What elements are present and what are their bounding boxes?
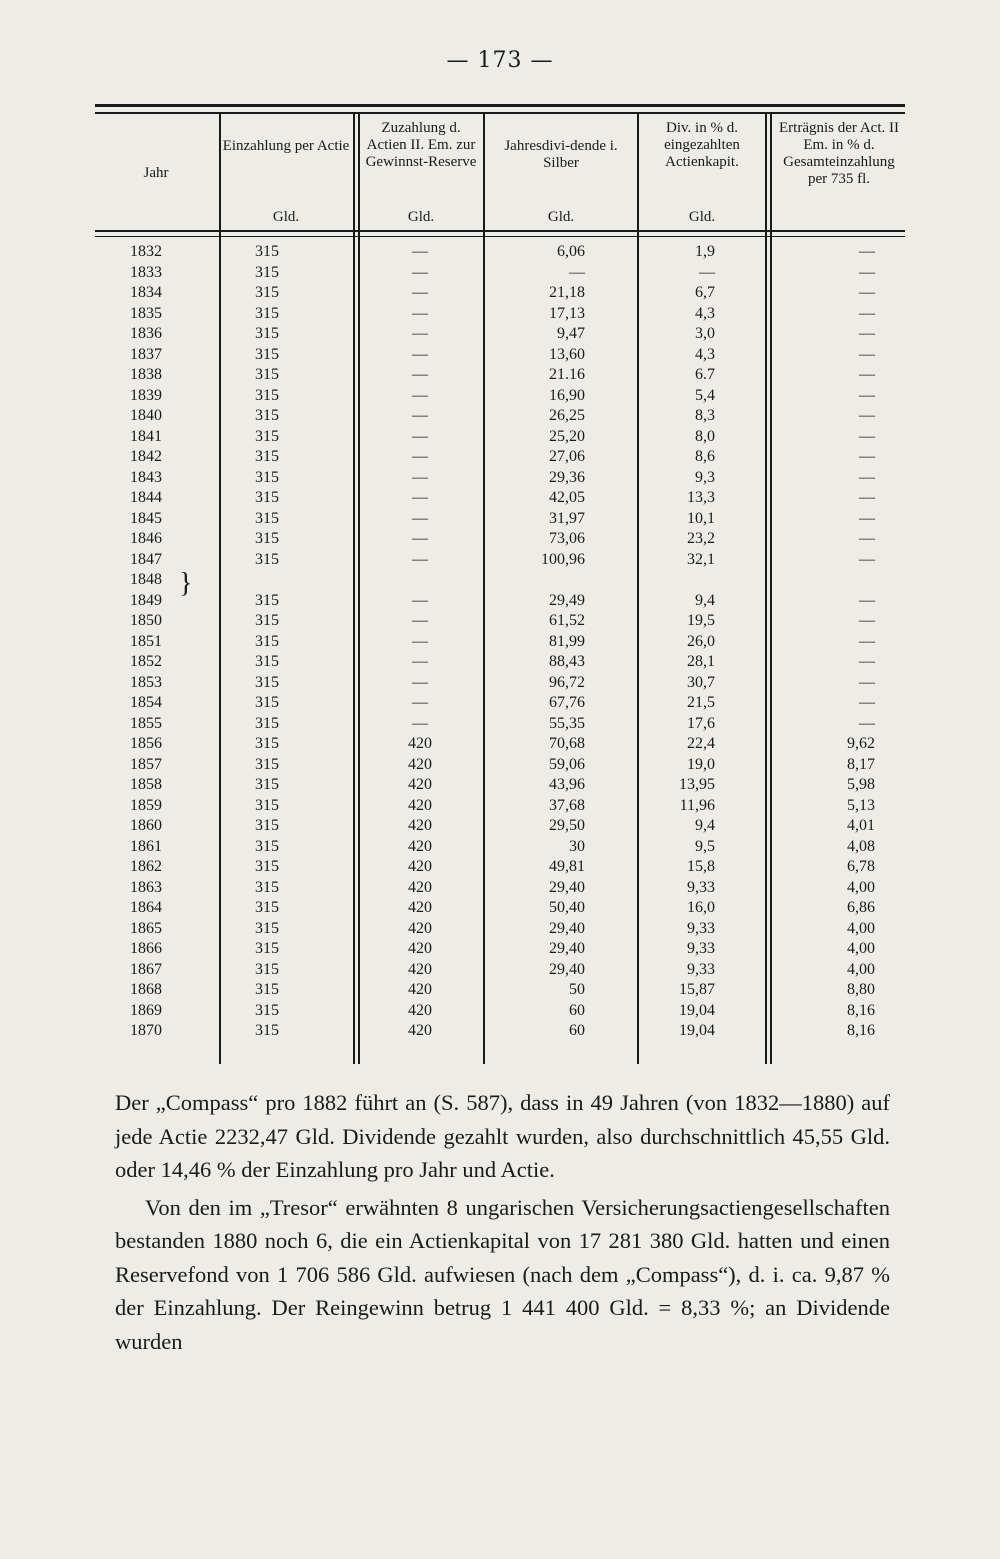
cell-div: 50 (569, 981, 585, 998)
cell-zu: 420 (408, 878, 432, 896)
cell-pct: 8,3 (695, 407, 715, 424)
cell-ein: 315 (255, 427, 279, 445)
header-jahresdividende: Jahresdivi-dende i. Silber Gld. (504, 138, 618, 225)
cell-ert: — (859, 612, 875, 629)
table-row (95, 345, 905, 366)
table-top-rule-thin (95, 112, 905, 114)
table-row (95, 652, 905, 673)
cell-year: 1854 (130, 694, 162, 711)
cell-year: 1865 (130, 919, 162, 937)
cell-pct: 28,1 (687, 653, 715, 670)
cell-pct: 30,7 (687, 673, 715, 691)
cell-pct: 10,1 (687, 509, 715, 527)
cell-ein: 315 (255, 612, 279, 629)
cell-ert: — (859, 591, 875, 609)
cell-year: 1833 (130, 263, 162, 281)
cell-ert: — (859, 263, 875, 281)
cell-pct: 9,33 (687, 919, 715, 937)
cell-ein: 315 (255, 960, 279, 978)
table-row (95, 919, 905, 940)
body-text (115, 1086, 890, 1358)
cell-year: 1864 (130, 899, 162, 916)
cell-year: 1847 (130, 550, 162, 568)
cell-ein: 315 (255, 981, 279, 998)
cell-pct: 19,04 (679, 1022, 715, 1039)
cell-div: 60 (569, 1022, 585, 1039)
cell-ein: 315 (255, 755, 279, 773)
table-row (95, 714, 905, 735)
cell-zu: — (412, 427, 428, 445)
cell-year: 1834 (130, 284, 162, 301)
cell-year: 1838 (130, 366, 162, 383)
cell-div: 31,97 (549, 509, 585, 527)
cell-div: 26,25 (549, 407, 585, 424)
table-row (95, 304, 905, 325)
cell-ert: 4,01 (847, 817, 875, 834)
table-row (95, 447, 905, 468)
cell-zu: 420 (408, 735, 432, 752)
cell-zu: — (412, 694, 428, 711)
cell-zu: — (412, 284, 428, 301)
cell-ein: 315 (255, 304, 279, 322)
cell-ein: 315 (255, 714, 279, 732)
cell-zu: — (412, 591, 428, 609)
cell-zu: — (412, 448, 428, 465)
cell-pct: 9,33 (687, 960, 715, 978)
page-number: — 173 — (446, 48, 554, 73)
cell-zu: — (412, 612, 428, 629)
table-top-rule (95, 104, 905, 107)
cell-pct: 6.7 (695, 366, 715, 383)
cell-ein: 315 (255, 1001, 279, 1019)
cell-ert: 4,00 (847, 940, 875, 957)
cell-year: 1844 (130, 489, 162, 506)
cell-pct: 8,6 (695, 448, 715, 465)
cell-ert: 5,13 (847, 796, 875, 814)
cell-year: 1841 (130, 427, 162, 445)
cell-pct: — (699, 263, 715, 281)
cell-div: 21,18 (549, 284, 585, 301)
cell-zu: — (412, 407, 428, 424)
cell-pct: 15,8 (687, 858, 715, 875)
cell-pct: 15,87 (679, 981, 715, 998)
cell-ert: 5,98 (847, 776, 875, 793)
cell-ein: 315 (255, 1022, 279, 1039)
cell-ert: — (859, 366, 875, 383)
cell-ert: — (859, 345, 875, 363)
cell-year: 1839 (130, 386, 162, 404)
cell-div: 29,50 (549, 817, 585, 834)
table-body (95, 242, 905, 1042)
cell-div: 59,06 (549, 755, 585, 773)
table-row (95, 898, 905, 919)
header-ertraegnis: Erträgnis der Act. II Em. in % d. Gesamteinzahlung per 735 fl. (779, 120, 899, 187)
cell-pct: 4,3 (695, 304, 715, 322)
table-row (95, 673, 905, 694)
cell-div: 9,47 (557, 325, 585, 342)
cell-ein: 315 (255, 386, 279, 404)
cell-ein: 315 (255, 325, 279, 342)
cell-year: 1855 (130, 714, 162, 732)
cell-ein: 315 (255, 591, 279, 609)
table-row (95, 837, 905, 858)
dividend-table (95, 104, 905, 1074)
cell-ert: 6,86 (847, 899, 875, 916)
cell-zu: — (412, 673, 428, 691)
header-rule-thin (95, 236, 905, 237)
cell-ein: 315 (255, 489, 279, 506)
table-row (95, 816, 905, 837)
cell-ein: 315 (255, 899, 279, 916)
header-div-prozent: Div. in % d. eingezahlten Actienkapit. Gld. (664, 120, 740, 225)
table-row (95, 406, 905, 427)
table-row (95, 857, 905, 878)
table-row (95, 488, 905, 509)
table-row (95, 693, 905, 714)
cell-ein: 315 (255, 407, 279, 424)
table-row (95, 386, 905, 407)
cell-ert: — (859, 673, 875, 691)
cell-zu: — (412, 366, 428, 383)
brace-1848-1849: } (179, 568, 193, 599)
cell-zu: 420 (408, 940, 432, 957)
header-rule (95, 230, 905, 232)
cell-zu: 420 (408, 796, 432, 814)
cell-div: 21.16 (549, 366, 585, 383)
cell-year: 1859 (130, 796, 162, 814)
table-row (95, 263, 905, 284)
cell-ert: 4,00 (847, 960, 875, 978)
cell-div: 13,60 (549, 345, 585, 363)
cell-zu: 420 (408, 960, 432, 978)
cell-pct: 16,0 (687, 899, 715, 916)
cell-year: 1868 (130, 981, 162, 998)
cell-div: 50,40 (549, 899, 585, 916)
cell-year: 1853 (130, 673, 162, 691)
cell-div: 29,40 (549, 960, 585, 978)
cell-div: 29,40 (549, 919, 585, 937)
cell-zu: — (412, 263, 428, 281)
header-einzahlung: Einzahlung per Actie Gld. (222, 138, 350, 225)
cell-ert: — (859, 694, 875, 711)
cell-ein: 315 (255, 796, 279, 814)
cell-ert: 4,00 (847, 919, 875, 937)
cell-div: 100,96 (541, 550, 585, 568)
cell-zu: 420 (408, 899, 432, 916)
cell-ert: 8,16 (847, 1022, 875, 1039)
cell-div: 49,81 (549, 858, 585, 875)
cell-pct: 19,5 (687, 612, 715, 629)
cell-year: 1849 (130, 591, 162, 609)
cell-year: 1863 (130, 878, 162, 896)
cell-ein: 315 (255, 530, 279, 547)
table-row (95, 960, 905, 981)
table-row (95, 1021, 905, 1042)
table-row (95, 1001, 905, 1022)
cell-year: 1870 (130, 1022, 162, 1039)
table-row (95, 591, 905, 612)
cell-year: 1850 (130, 612, 162, 629)
cell-zu: 420 (408, 776, 432, 793)
cell-div: 29,49 (549, 591, 585, 609)
cell-div: — (569, 263, 585, 281)
table-row (95, 796, 905, 817)
table-row (95, 324, 905, 345)
cell-zu: — (412, 632, 428, 650)
cell-div: 6,06 (557, 243, 585, 260)
cell-ein: 315 (255, 284, 279, 301)
cell-year: 1861 (130, 837, 162, 855)
cell-ein: 315 (255, 345, 279, 363)
cell-pct: 26,0 (687, 632, 715, 650)
table-row (95, 468, 905, 489)
cell-pct: 9,4 (695, 591, 715, 609)
cell-div: 29,36 (549, 468, 585, 486)
cell-zu: — (412, 386, 428, 404)
cell-div: 55,35 (549, 714, 585, 732)
cell-ert: — (859, 448, 875, 465)
cell-ert: 8,17 (847, 755, 875, 773)
cell-year: 1852 (130, 653, 162, 670)
cell-year: 1840 (130, 407, 162, 424)
cell-year: 1860 (130, 817, 162, 834)
cell-zu: — (412, 489, 428, 506)
cell-year: 1842 (130, 448, 162, 465)
cell-year: 1851 (130, 632, 162, 650)
cell-div: 73,06 (549, 530, 585, 547)
cell-pct: 8,0 (695, 427, 715, 445)
cell-year: 1856 (130, 735, 162, 752)
cell-pct: 23,2 (687, 530, 715, 547)
cell-ert: 4,08 (847, 837, 875, 855)
cell-pct: 6,7 (695, 284, 715, 301)
cell-ert: — (859, 714, 875, 732)
cell-div: 43,96 (549, 776, 585, 793)
cell-ert: — (859, 632, 875, 650)
cell-pct: 9,5 (695, 837, 715, 855)
cell-ert: — (859, 489, 875, 506)
cell-pct: 9,3 (695, 468, 715, 486)
cell-year: 1837 (130, 345, 162, 363)
cell-ert: — (859, 243, 875, 260)
header-jahr: Jahr (143, 164, 169, 181)
cell-zu: 420 (408, 817, 432, 834)
cell-ein: 315 (255, 263, 279, 281)
cell-ert: 6,78 (847, 858, 875, 875)
cell-zu: — (412, 345, 428, 363)
cell-pct: 9,4 (695, 817, 715, 834)
cell-div: 27,06 (549, 448, 585, 465)
table-row (95, 509, 905, 530)
paragraph: Der „Compass“ pro 1882 führt an (S. 587), dass in 49 Jahren (von 1832—1880) auf jede Actie 2232,47 Gld. Dividende gezahlt wurden, also durchschnittlich 45,55 Gld. oder 14,46 % der Einzahlung pro Jahr und Actie. (115, 1090, 890, 1182)
cell-year: 1848 (130, 571, 162, 588)
cell-pct: 3,0 (695, 325, 715, 342)
table-row (95, 568, 905, 599)
cell-year: 1835 (130, 304, 162, 322)
cell-ein: 315 (255, 940, 279, 957)
table-row (95, 529, 905, 550)
cell-ert: — (859, 304, 875, 322)
cell-ert: 4,00 (847, 878, 875, 896)
cell-ein: 315 (255, 694, 279, 711)
cell-zu: 420 (408, 919, 432, 937)
cell-pct: 22,4 (687, 735, 715, 752)
cell-pct: 1,9 (695, 243, 715, 260)
cell-ert: — (859, 468, 875, 486)
cell-zu: — (412, 550, 428, 568)
cell-ein: 315 (255, 653, 279, 670)
cell-pct: 11,96 (679, 796, 715, 814)
table-row (95, 242, 905, 263)
cell-pct: 9,33 (687, 878, 715, 896)
cell-zu: — (412, 653, 428, 670)
cell-div: 16,90 (549, 386, 585, 404)
cell-zu: — (412, 325, 428, 342)
cell-div: 81,99 (549, 632, 585, 650)
cell-ein: 315 (255, 632, 279, 650)
table-row (95, 611, 905, 632)
cell-div: 42,05 (549, 489, 585, 506)
cell-pct: 4,3 (695, 345, 715, 363)
cell-year: 1857 (130, 755, 162, 773)
cell-year: 1846 (130, 530, 162, 547)
table-row (95, 939, 905, 960)
cell-ein: 315 (255, 837, 279, 855)
cell-div: 67,76 (549, 694, 585, 711)
table-row (95, 775, 905, 796)
cell-pct: 32,1 (687, 550, 715, 568)
cell-ert: 8,80 (847, 981, 875, 998)
table-row (95, 632, 905, 653)
cell-zu: — (412, 243, 428, 260)
cell-ert: 9,62 (847, 735, 875, 752)
table-row (95, 878, 905, 899)
cell-pct: 13,95 (679, 776, 715, 793)
cell-pct: 19,0 (687, 755, 715, 773)
cell-zu: 420 (408, 755, 432, 773)
cell-ert: — (859, 407, 875, 424)
cell-zu: 420 (408, 981, 432, 998)
cell-pct: 21,5 (687, 694, 715, 711)
cell-ert: — (859, 386, 875, 404)
cell-ert: — (859, 550, 875, 568)
cell-div: 29,40 (549, 878, 585, 896)
cell-ein: 315 (255, 673, 279, 691)
cell-ein: 315 (255, 366, 279, 383)
table-row (95, 755, 905, 776)
cell-year: 1867 (130, 960, 162, 978)
cell-div: 70,68 (549, 735, 585, 752)
cell-zu: 420 (408, 837, 432, 855)
cell-year: 1869 (130, 1001, 162, 1019)
table-row (95, 980, 905, 1001)
cell-div: 61,52 (549, 612, 585, 629)
cell-year: 1866 (130, 940, 162, 957)
cell-ert: — (859, 509, 875, 527)
cell-div: 60 (569, 1001, 585, 1019)
cell-ert: — (859, 530, 875, 547)
cell-div: 29,40 (549, 940, 585, 957)
table-row (95, 365, 905, 386)
cell-div: 88,43 (549, 653, 585, 670)
cell-zu: — (412, 714, 428, 732)
cell-ein: 315 (255, 919, 279, 937)
cell-year: 1836 (130, 325, 162, 342)
table-row (95, 734, 905, 755)
header-zuzahlung: Zuzahlung d. Actien II. Em. zur Gewinnst-Reserve Gld. (365, 120, 477, 225)
cell-ert: — (859, 427, 875, 445)
cell-pct: 13,3 (687, 489, 715, 506)
table-row (95, 427, 905, 448)
cell-year: 1845 (130, 509, 162, 527)
cell-zu: 420 (408, 1001, 432, 1019)
cell-ein: 315 (255, 776, 279, 793)
cell-div: 37,68 (549, 796, 585, 814)
cell-ert: — (859, 284, 875, 301)
cell-ein: 315 (255, 878, 279, 896)
cell-ert: — (859, 653, 875, 670)
cell-zu: — (412, 468, 428, 486)
cell-ein: 315 (255, 550, 279, 568)
cell-year: 1862 (130, 858, 162, 875)
cell-pct: 19,04 (679, 1001, 715, 1019)
cell-ert: 8,16 (847, 1001, 875, 1019)
cell-year: 1832 (130, 243, 162, 260)
cell-year: 1843 (130, 468, 162, 486)
table-row (95, 550, 905, 571)
cell-ein: 315 (255, 448, 279, 465)
cell-ein: 315 (255, 243, 279, 260)
cell-pct: 17,6 (687, 714, 715, 732)
cell-ein: 315 (255, 468, 279, 486)
cell-div: 96,72 (549, 673, 585, 691)
cell-ein: 315 (255, 858, 279, 875)
cell-zu: — (412, 530, 428, 547)
cell-ein: 315 (255, 509, 279, 527)
cell-div: 30 (569, 837, 585, 855)
paragraph: Von den im „Tresor“ erwähnten 8 ungarischen Versicherungsactiengesellschaften bestanden 1880 noch 6, die ein Actienkapital von 17 281 380 Gld. hatten und einen Reservefond von 1 706 586 Gld. aufwiesen (nach dem „Compass“), d. i. ca. 9,87 % der Einzahlung. Der Reingewinn betrug 1 441 400 Gld. = 8,33 %; an Dividende wurden (115, 1194, 890, 1354)
cell-zu: — (412, 304, 428, 322)
cell-year: 1858 (130, 776, 162, 793)
cell-pct: 5,4 (695, 386, 715, 404)
cell-ein: 315 (255, 735, 279, 752)
cell-pct: 9,33 (687, 940, 715, 957)
cell-zu: — (412, 509, 428, 527)
cell-div: 17,13 (549, 304, 585, 322)
cell-div: 25,20 (549, 427, 585, 445)
cell-zu: 420 (408, 858, 432, 875)
cell-ein: 315 (255, 817, 279, 834)
table-row (95, 283, 905, 304)
cell-ert: — (859, 325, 875, 342)
cell-zu: 420 (408, 1022, 432, 1039)
